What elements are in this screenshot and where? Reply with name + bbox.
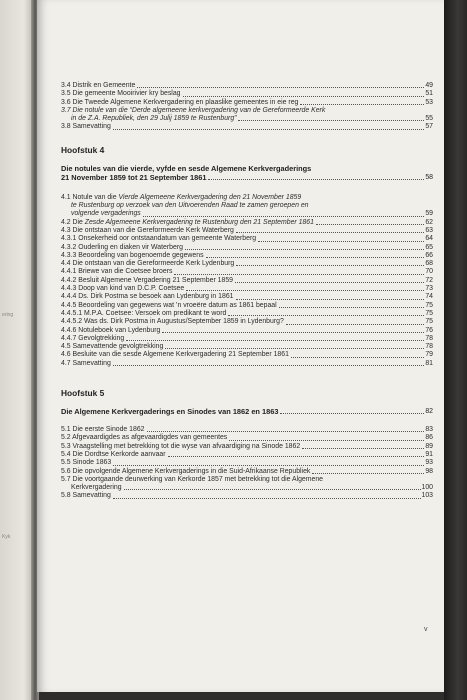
toc-page-number: 59 xyxy=(425,210,433,218)
toc-entry-continuation: Kerkvergadering 100 xyxy=(71,484,433,492)
toc-page-number: 66 xyxy=(425,251,433,259)
toc-entry: 3.4 Distrik en Gemeente 49 xyxy=(61,82,433,89)
toc-page-number: 64 xyxy=(425,235,433,243)
toc-entry: 4.4.1 Briewe van die Coetsee broers 70 xyxy=(61,268,433,276)
toc-entry: 5.6 Die opvolgende Algemene Kerkvergaderings in die Suid-Afrikaanse Republiek 98 xyxy=(61,467,433,475)
toc-entry: 3.8 Samevatting 57 xyxy=(61,123,433,131)
toc-page-number: 53 xyxy=(425,98,433,106)
toc-page-number: 75 xyxy=(425,301,433,309)
toc-entry: 5.5 Sinode 1863 93 xyxy=(61,459,433,467)
toc-entry-continuation: te Rustenburg op verzoek van den Uitvoerenden Raad te zamen geroepen en xyxy=(71,202,309,210)
chapter-title: Die Algemene Kerkvergaderings en Sinodes van 1862 en 1863 xyxy=(61,407,279,417)
toc-entry: 4.4.4 Ds. Dirk Postma se besoek aan Lydenburg in 1861 74 xyxy=(61,293,433,301)
book-page xyxy=(37,0,444,692)
toc-entry: 4.3.1 Onsekerheid oor ontstaandatum van gemeente Waterberg 64 xyxy=(61,235,433,243)
toc-page-number: 63 xyxy=(425,226,433,234)
table-of-contents xyxy=(61,82,433,501)
toc-entry-continuation: volgende vergaderings 59 xyxy=(71,210,433,218)
left-page-fragment: ering xyxy=(2,312,14,318)
chapter-title-row xyxy=(61,173,433,182)
toc-page-number: 65 xyxy=(425,243,433,251)
toc-entry: 5.2 Afgevaardigdes as afgevaardigdes van gemeentes 86 xyxy=(61,434,433,442)
toc-page-number: 73 xyxy=(425,285,433,293)
toc-entry: 4.4.7 Gevolgtrekking 78 xyxy=(61,334,433,342)
toc-entry: 4.4.3 Doop van kind van D.C.P. Coetsee 73 xyxy=(61,285,433,293)
chapter-heading: Hoofstuk 5 xyxy=(61,388,105,399)
toc-page-number: 103 xyxy=(421,492,433,500)
page-number: v xyxy=(424,626,428,633)
toc-entry: 4.6 Besluite van die sesde Algemene Kerkvergadering 21 September 1861 79 xyxy=(61,351,433,359)
toc-page-number: 76 xyxy=(425,326,433,334)
toc-page-number: 86 xyxy=(425,434,433,442)
toc-page-number: 98 xyxy=(425,467,433,475)
toc-entry: 5.8 Samevatting 103 xyxy=(61,492,433,500)
toc-page-number: 62 xyxy=(425,218,433,226)
chapter5-entries xyxy=(61,426,433,501)
toc-entry: 4.4.5.2 Was ds. Dirk Postma in Augustus/September 1859 in Lydenburg? 75 xyxy=(61,318,433,326)
toc-entry: 4.7 Samevatting 81 xyxy=(61,359,433,367)
toc-entry: 5.3 Vraagstelling met betrekking tot die wyse van afvaardiging na Sinode 1862 89 xyxy=(61,442,433,450)
toc-page-number: 82 xyxy=(425,408,433,416)
toc-entry: 3.5 Die gemeente Mooirivier kry beslag 51 xyxy=(61,90,433,98)
toc-page-number: 83 xyxy=(425,426,433,434)
chapter-title-row xyxy=(61,407,433,416)
toc-page-number: 91 xyxy=(425,450,433,458)
background-edge xyxy=(444,0,467,700)
toc-entry: 4.4 Die ontstaan van die Gereformeerde Kerk Lydenburg 68 xyxy=(61,260,433,268)
toc-page-number: 89 xyxy=(425,442,433,450)
toc-page-number: 93 xyxy=(425,459,433,467)
toc-page-number: 75 xyxy=(425,318,433,326)
toc-entry: 4.3.2 Ouderling en diaken vir Waterberg 65 xyxy=(61,243,433,251)
toc-page-number: 100 xyxy=(421,484,433,492)
toc-page-number: 72 xyxy=(425,276,433,284)
toc-entry: 4.3 Die ontstaan van die Gereformeerde Kerk Waterberg 63 xyxy=(61,226,433,234)
toc-page-number: 78 xyxy=(425,334,433,342)
toc-entry: 5.4 Die Dordtse Kerkorde aanvaar 91 xyxy=(61,450,433,458)
toc-entry: 4.4.6 Notuleboek van Lydenburg 76 xyxy=(61,326,433,334)
toc-entry: 4.1 Notule van die Vierde Algemeene Kerkvergadering den 21 November 1859 xyxy=(61,193,302,201)
toc-page-number: 68 xyxy=(425,260,433,268)
toc-page-number: 75 xyxy=(425,309,433,317)
toc-entry: 4.2 Die Zesde Algemeene Kerkvergadering te Rustenburg den 21 September 1861 62 xyxy=(61,218,433,226)
toc-entry: 3.6 Die Tweede Algemene Kerkvergadering en plaaslike gemeentes in eie reg 53 xyxy=(61,98,433,106)
toc-entry: 4.3.3 Beoordeling van bogenoemde gegewens 66 xyxy=(61,251,433,259)
chapter-title: 21 November 1859 tot 21 September 1861 xyxy=(61,172,207,182)
left-page-fragment: Kyk xyxy=(2,534,11,540)
toc-entry: 4.5 Samevattende gevolgtrekking 78 xyxy=(61,343,433,351)
toc-entry: 4.4.5.1 M.P.A. Coetsee: Versoek om predikant te word 75 xyxy=(61,309,433,317)
toc-page-number: 81 xyxy=(425,359,433,367)
chapter-heading: Hoofstuk 4 xyxy=(61,144,105,155)
toc-page-number: 74 xyxy=(425,293,433,301)
toc-page-number: 49 xyxy=(425,82,433,89)
toc-page-number: 55 xyxy=(425,115,433,123)
left-page-edge xyxy=(0,0,34,700)
toc-entry: 4.4.2 Besluit Algemene Vergadering 21 September 1859 72 xyxy=(61,276,433,284)
toc-page-number: 70 xyxy=(425,268,433,276)
toc-page-number: 79 xyxy=(425,351,433,359)
toc-entry: 3.7 Die notule van die “Derde algemeene kerkvergadering van de Gereformeerde Kerk xyxy=(61,106,326,114)
toc-page-number: 78 xyxy=(425,343,433,351)
chapter-title: Die notules van die vierde, vyfde en sesde Algemene Kerkvergaderings xyxy=(61,163,312,173)
toc-page-number: 51 xyxy=(425,90,433,98)
toc-entry: 5.7 Die voortgaande deurwerking van Kerkorde 1857 met betrekking tot die Algemene xyxy=(61,475,324,483)
toc-entry-continuation: in de Z.A. Republiek, den 29 Julij 1859 te Rustenburg” 55 xyxy=(71,115,433,123)
toc-page-number: 57 xyxy=(425,123,433,131)
toc-entry: 4.4.5 Beoordeling van gegewens wat ’n vroeëre datum as 1861 bepaal 75 xyxy=(61,301,433,309)
toc-entry: 5.1 Die eerste Sinode 1862 83 xyxy=(61,426,433,434)
toc-page-number: 58 xyxy=(425,173,433,181)
chapter4-entries xyxy=(61,227,433,368)
